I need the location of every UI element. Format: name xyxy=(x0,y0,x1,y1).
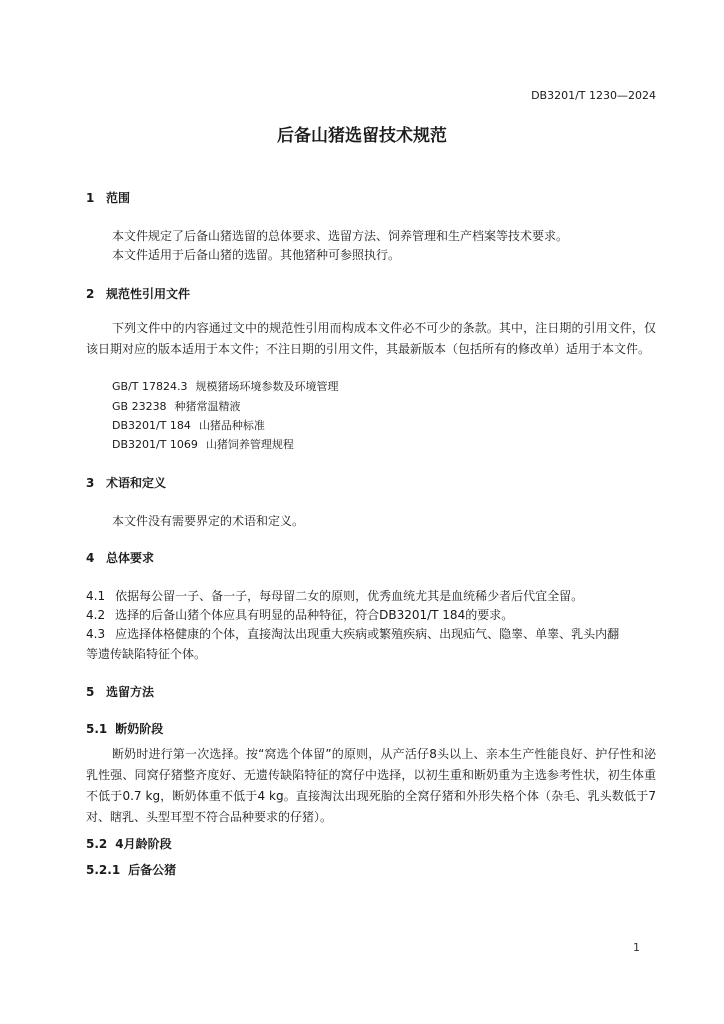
section-2-heading xyxy=(86,285,190,302)
clause-4-3-continued: 等遗传缺陷特征个体。 xyxy=(86,647,207,661)
section-4-heading xyxy=(86,549,154,566)
section-1-heading xyxy=(86,189,130,206)
reference-title: 山猪品种标准 xyxy=(198,419,265,432)
clause-number: 4.3 xyxy=(86,627,106,641)
section-number: 4 xyxy=(86,551,95,565)
clause-text: 应选择体格健康的个体，直接淘汰出现重大疾病或繁殖疾病、出现疝气、隐睾、单睾、乳头内翻 xyxy=(115,627,620,641)
reference-title: 种猪常温精液 xyxy=(174,400,241,413)
section-number: 5 xyxy=(86,685,95,699)
clause-number: 4.2 xyxy=(86,608,106,622)
subsection-5-2-1-heading xyxy=(86,861,176,878)
document-title: 后备山猪选留技术规范 xyxy=(277,126,447,146)
section-number: 3 xyxy=(86,476,95,490)
reference-code: GB/T 17824.3 xyxy=(112,380,188,393)
clause-text: 选择的后备山猪个体应具有明显的品种特征，符合DB3201/T 184的要求。 xyxy=(115,608,514,622)
subsection-5-1-heading xyxy=(86,720,163,737)
page-number: 1 xyxy=(633,941,640,954)
subsection-number: 5.1 xyxy=(86,722,108,736)
section-number: 1 xyxy=(86,191,95,205)
section-title: 总体要求 xyxy=(106,551,155,565)
paragraph: 断奶时进行第一次选择。按“窝选个体留”的原则，从产活仔8头以上、亲本生产性能良好、护仔性和泌乳性强、同窝仔猪整齐度好、无遗传缺陷特征的窝仔中选择，以初生重和断奶重为主选参考性状，初生体重不低于0.7 kg，断奶体重不低于4 kg。直接淘汰出现死胎的全窝仔猪和外形失格个体（杂毛、乳头数低于7对、瞎乳、头型耳型不符合品种要求的仔猪）。 xyxy=(86,747,656,824)
subsection-number: 5.2 xyxy=(86,837,108,851)
clause-4-3 xyxy=(86,625,619,642)
section-title: 选留方法 xyxy=(106,685,155,699)
paragraph: 本文件规定了后备山猪选留的总体要求、选留方法、饲养管理和生产档案等技术要求。 xyxy=(112,229,569,243)
clause-text: 依据每公留一子、备一子，每母留二女的原则，优秀血统尤其是血统稀少者后代宜全留。 xyxy=(115,589,584,603)
clause-4-1 xyxy=(86,587,583,604)
reference-code: GB 23238 xyxy=(112,400,167,413)
reference-item xyxy=(112,398,241,414)
subsection-title: 断奶阶段 xyxy=(115,722,164,736)
reference-title: 规模猪场环境参数及环境管理 xyxy=(195,380,339,393)
reference-item xyxy=(112,436,294,452)
standard-number: DB3201/T 1230—2024 xyxy=(531,89,656,102)
reference-item xyxy=(112,417,265,433)
reference-item xyxy=(112,378,338,394)
subsection-number: 5.2.1 xyxy=(86,863,121,877)
reference-title: 山猪饲养管理规程 xyxy=(205,438,294,451)
clause-4-2 xyxy=(86,606,513,623)
subsection-title: 后备公猪 xyxy=(128,863,177,877)
paragraph: 本文件没有需要界定的术语和定义。 xyxy=(112,514,305,528)
section-number: 2 xyxy=(86,287,95,301)
section-3-heading xyxy=(86,474,166,491)
subsection-5-2-heading xyxy=(86,835,172,852)
section-title: 范围 xyxy=(106,191,131,205)
clause-number: 4.1 xyxy=(86,589,106,603)
paragraph: 本文件适用于后备山猪的选留。其他猪种可参照执行。 xyxy=(112,248,401,262)
paragraph: 下列文件中的内容通过文中的规范性引用而构成本文件必不可少的条款。其中，注日期的引用文件，仅该日期对应的版本适用于本文件；不注日期的引用文件，其最新版本（包括所有的修改单）适用于本文件。 xyxy=(86,321,656,356)
section-5-heading xyxy=(86,683,154,700)
section-title: 规范性引用文件 xyxy=(106,287,191,301)
reference-code: DB3201/T 184 xyxy=(112,419,191,432)
section-title: 术语和定义 xyxy=(106,476,167,490)
subsection-title: 4月龄阶段 xyxy=(115,837,172,851)
reference-code: DB3201/T 1069 xyxy=(112,438,198,451)
